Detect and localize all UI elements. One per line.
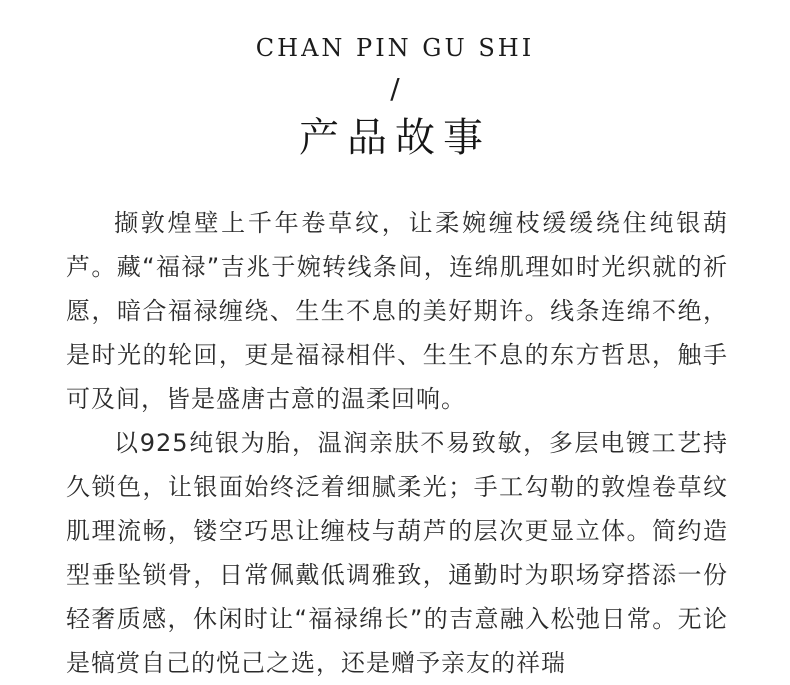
title-separator: / [390,72,400,105]
english-title: CHAN PIN GU SHI [255,34,535,62]
chinese-title: 产品故事 [299,115,491,161]
story-paragraph-1: 撷敦煌壁上千年卷草纹，让柔婉缠枝缓缓绕住纯银葫芦。藏“福禄”吉兆于婉转线条间，连绵肌理如时光织就的祈愿，暗合福禄缠绕、生生不息的美好期许。线条连绵不绝，是时光的轮回，更是福禄相伴、生生不息的东方哲思，触手可及间，皆是盛唐古意的温柔回响。 [66,209,728,413]
story-paragraph-2: 以925纯银为胎，温润亲肤不易致敏，多层电镀工艺持久锁色，让银面始终泛着细腻柔光；手工勾勒的敦煌卷草纹肌理流畅，镂空巧思让缠枝与葫芦的层次更显立体。简约造型垂坠锁骨，日常佩戴低调雅致，通勤时为职场穿搭添一份轻奢质感，休闲时让“福禄绵长”的吉意融入松弛日常。无论是犒赏自己的悦己之选，还是赠予亲友的祥瑞 [66,429,728,677]
story-body [66,201,728,685]
